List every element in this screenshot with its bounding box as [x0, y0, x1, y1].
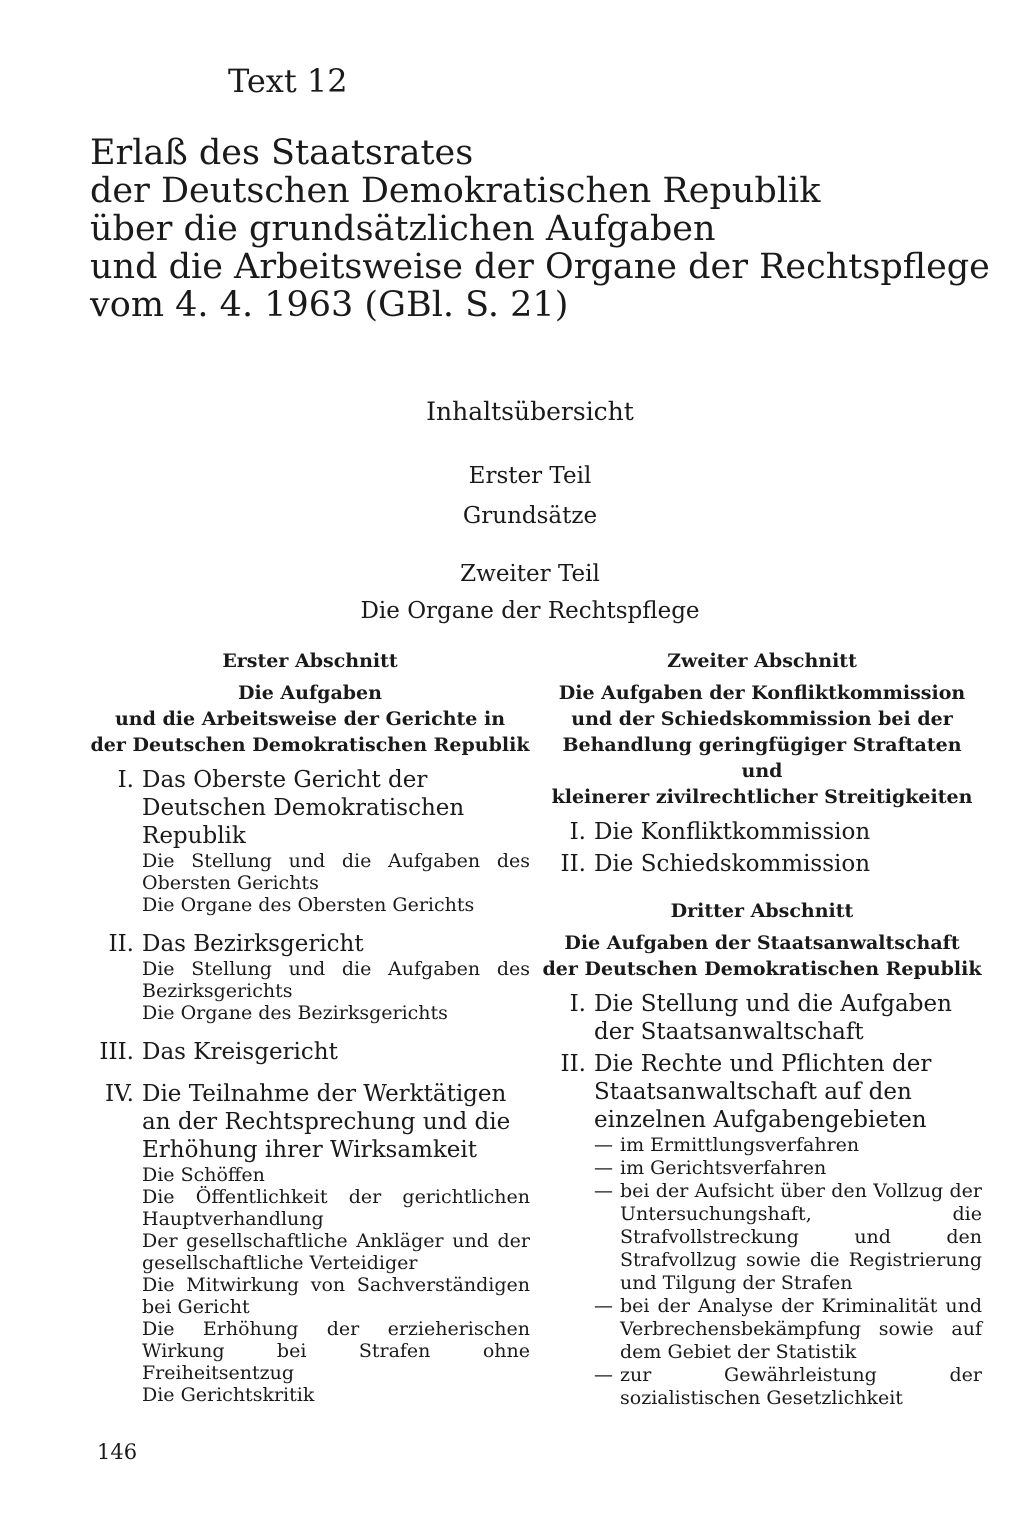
- toc-item: [90, 766, 530, 916]
- section-2-title: [542, 680, 982, 810]
- toc-item: [542, 990, 982, 1046]
- sub-entry: Die Mitwirkung von Sachverständigen bei Gericht: [142, 1274, 530, 1318]
- sub-entry: Die Schöffen: [142, 1164, 265, 1186]
- dash-mark: —: [594, 1295, 613, 1317]
- section-title-line: Die Aufgaben: [238, 682, 382, 704]
- dash-text: bei der Analyse der Kriminalität und Verbrechensbekämpfung sowie auf dem Gebiet der Statistik: [620, 1295, 982, 1363]
- toc-item: [542, 818, 982, 846]
- section-title-line: und der Schiedskommission bei der: [571, 708, 953, 730]
- section-title-line: Die Aufgaben der Konfliktkommission: [558, 682, 966, 704]
- document-title: [90, 133, 990, 325]
- title-line: der Deutschen Demokratischen Republik: [90, 171, 821, 211]
- page-number: 146: [97, 1440, 138, 1464]
- item-number: II.: [560, 1051, 586, 1077]
- sub-entry: Die Stellung und die Aufgaben des Bezirksgerichts: [142, 958, 530, 1002]
- section-1-column: [90, 650, 530, 1406]
- section-3-title: [542, 930, 982, 982]
- item-number: I.: [569, 991, 586, 1017]
- item-title: Das Bezirksgericht: [142, 931, 364, 957]
- section-1-label: Erster Abschnitt: [222, 650, 398, 672]
- sub-entry: Die Organe des Obersten Gerichts: [142, 894, 475, 916]
- sub-entry: Der gesellschaftliche Ankläger und der gesellschaftliche Verteidiger: [142, 1230, 530, 1274]
- toc-item: [90, 1080, 530, 1406]
- item-title: Die Schiedskommission: [594, 851, 871, 877]
- dash-mark: —: [594, 1134, 613, 1156]
- sub-entry: Die Stellung und die Aufgaben des Obersten Gerichts: [142, 850, 530, 894]
- section-title-line: Behandlung geringfügiger Straftaten und: [562, 734, 962, 782]
- section-title-line: kleinerer zivilrechtlicher Streitigkeiten: [551, 786, 973, 808]
- item-title: Die Konfliktkommission: [594, 819, 871, 845]
- dash-text: im Gerichtsverfahren: [620, 1157, 827, 1179]
- item-number: II.: [560, 851, 586, 877]
- dash-text: im Ermittlungsverfahren: [620, 1134, 860, 1156]
- text-number-label: Text 12: [228, 62, 348, 100]
- title-line: Erlaß des Staatsrates: [90, 133, 474, 173]
- sub-entry: Die Öffentlichkeit der gerichtlichen Hauptverhandlung: [142, 1186, 530, 1230]
- sub-entry: Die Organe des Bezirksgerichts: [142, 1002, 448, 1024]
- dash-mark: —: [594, 1364, 613, 1386]
- title-line: und die Arbeitsweise der Organe der Rechtspflege: [90, 247, 990, 287]
- dash-entry: [594, 1295, 982, 1364]
- dash-text: bei der Aufsicht über den Vollzug der Untersuchungshaft, die Strafvollstreckung und den Strafvollzug sowie die Registrierung und Tilgung der Strafen: [620, 1180, 982, 1294]
- dash-text: zur Gewährleistung der sozialistischen Gesetzlichkeit: [620, 1364, 982, 1409]
- item-title: Das Kreisgericht: [142, 1039, 338, 1065]
- toc-item: [542, 850, 982, 878]
- dash-mark: —: [594, 1157, 613, 1179]
- item-number: I.: [569, 819, 586, 845]
- part2-title: Die Organe der Rechtspflege: [360, 598, 700, 624]
- item-title: Die Stellung und die Aufgaben der Staatsanwaltschaft: [594, 991, 952, 1045]
- sub-entry: Die Erhöhung der erzieherischen Wirkung bei Strafen ohne Freiheitsentzug: [142, 1318, 530, 1384]
- part2-label: Zweiter Teil: [460, 561, 600, 587]
- toc-item: [90, 1038, 530, 1066]
- dash-entry: [594, 1157, 982, 1180]
- item-number: IV.: [105, 1081, 134, 1107]
- section-1-title: [90, 680, 530, 758]
- part1-label: Erster Teil: [468, 463, 592, 489]
- section-title-line: der Deutschen Demokratischen Republik: [542, 958, 982, 980]
- title-line: vom 4. 4. 1963 (GBl. S. 21): [90, 285, 569, 325]
- item-number: II.: [108, 931, 134, 957]
- section-3-label: Dritter Abschnitt: [670, 900, 854, 922]
- toc-item: [90, 930, 530, 1024]
- dash-entry: [594, 1134, 982, 1157]
- dash-entry: [594, 1180, 982, 1295]
- item-number: III.: [99, 1039, 134, 1065]
- sections-2-3-column: [542, 650, 982, 1410]
- item-number: I.: [117, 767, 134, 793]
- item-title: Die Teilnahme der Werktätigen an der Rechtsprechung und die Erhöhung ihrer Wirksamkeit: [142, 1081, 511, 1163]
- item-title: Das Oberste Gericht der Deutschen Demokratischen Republik: [142, 767, 465, 849]
- dash-mark: —: [594, 1180, 613, 1202]
- part1-title: Grundsätze: [462, 503, 598, 529]
- toc-heading: Inhaltsübersicht: [426, 397, 634, 426]
- sub-entry: Die Gerichtskritik: [142, 1384, 315, 1406]
- section-title-line: und die Arbeitsweise der Gerichte in: [114, 708, 506, 730]
- section-2-label: Zweiter Abschnitt: [667, 650, 857, 672]
- item-title: Die Rechte und Pflichten der Staatsanwaltschaft auf den einzelnen Aufgabengebieten: [594, 1051, 932, 1133]
- section-title-line: Die Aufgaben der Staatsanwaltschaft: [564, 932, 960, 954]
- section-title-line: der Deutschen Demokratischen Republik: [90, 734, 530, 756]
- dash-entry: [594, 1364, 982, 1410]
- title-line: über die grundsätzlichen Aufgaben: [90, 209, 716, 249]
- toc-item: [542, 1050, 982, 1410]
